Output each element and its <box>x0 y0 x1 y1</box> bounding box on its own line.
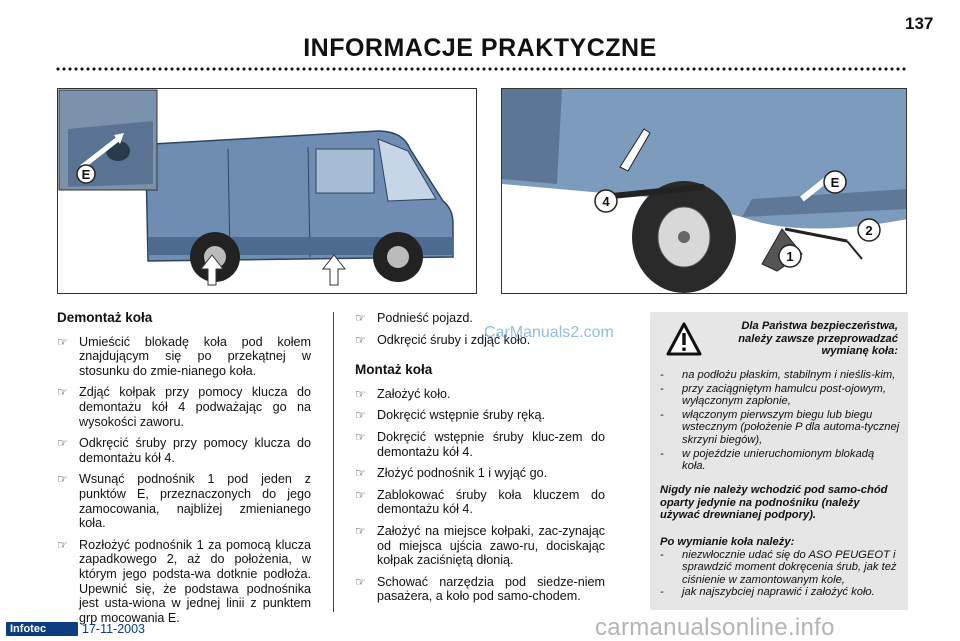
mounting-step: ☞ Złożyć podnośnik 1 i wyjąć go. <box>355 466 548 481</box>
warning-item: - przy zaciągniętym hamulcu post-ojowym, wyłączonym zapłonie, <box>660 382 886 408</box>
safety-warning-box <box>650 312 908 610</box>
warning-item: - w pojeździe unieruchomionym blokadą koła. <box>660 447 875 473</box>
page-number: 137 <box>905 14 934 33</box>
pointing-hand-icon: ☞ <box>355 311 366 325</box>
warning-note: Nigdy nie należy wchodzić pod samo-chód oparty jedynie na podnośniku (należy używać drewnianej podpory). <box>660 484 888 522</box>
warning-item: - włączonym pierwszym biegu lub biegu wstecznym (położenie P dla automa-tycznej skrzyni biegów), <box>660 408 900 446</box>
mounting-step: ☞ Założyć na miejsce kołpaki, zac-zynając od miejsca ujścia zawo-ru, dociskając kołpak zaciśniętą dłonią. <box>355 523 605 568</box>
warning-heading: Dla Państwa bezpieczeństwa, należy zawsze przeprowadzać wymianę koła: <box>738 320 898 358</box>
pointing-hand-icon: ☞ <box>57 385 68 400</box>
removal-heading: Demontaż koła <box>57 310 153 325</box>
pointing-hand-icon: ☞ <box>355 429 366 444</box>
pointing-hand-icon: ☞ <box>57 537 68 552</box>
pointing-hand-icon: ☞ <box>355 487 366 502</box>
dotted-divider <box>55 67 907 71</box>
after-replacement-item: - jak najszybciej naprawić i założyć koło. <box>660 586 875 599</box>
footer-site-watermark: carmanualsonline.info <box>595 614 835 641</box>
pointing-hand-icon: ☞ <box>355 408 366 423</box>
removal-step: ☞ Wsunąć podnośnik 1 pod jeden z punktów E, przeznaczonych do jego zamocowania, najbliżej zmienianego koła. <box>57 472 311 531</box>
mounting-step: ☞ Założyć koło. <box>355 386 451 401</box>
after-replacement-section <box>660 536 900 599</box>
removal-step: ☞ Umieścić blokadę koła pod kołem znajdującym się po przekątnej w stosunku do zmie-nianego koła. <box>57 334 311 378</box>
jack-callout-2: 2 <box>865 223 873 238</box>
after-replacement-title: Po wymianie koła należy: <box>660 536 795 548</box>
page-title: INFORMACJE PRAKTYCZNE <box>303 34 657 62</box>
pointing-hand-icon: ☞ <box>355 466 366 481</box>
removal-step: ☞ Podnieść pojazd. <box>355 311 473 325</box>
jack-callout-1: 1 <box>786 249 794 264</box>
infotec-logo: Infotec <box>6 622 78 636</box>
jack-illustration <box>501 88 907 294</box>
mounting-step: ☞ Dokręcić wstępnie śruby kluc-zem do demontażu kół 4. <box>355 429 605 459</box>
removal-step: ☞ Odkręcić śruby i zdjąć koło. <box>355 332 531 347</box>
pointing-hand-icon: ☞ <box>57 334 68 349</box>
jack-callout-e: E <box>830 175 840 190</box>
pointing-hand-icon: ☞ <box>355 523 366 538</box>
column-divider <box>333 312 334 612</box>
removal-step: ☞ Odkręcić śruby przy pomocy klucza do demontażu kół 4. <box>57 436 311 465</box>
mounting-heading: Montaż koła <box>355 362 433 378</box>
pointing-hand-icon: ☞ <box>355 574 366 589</box>
mounting-section <box>355 311 605 611</box>
watermark: CarManuals2.com <box>484 324 614 341</box>
van-illustration <box>57 88 477 294</box>
mounting-step: ☞ Dokręcić wstępnie śruby ręką. <box>355 408 545 423</box>
pointing-hand-icon: ☞ <box>355 332 366 347</box>
pointing-hand-icon: ☞ <box>355 386 366 401</box>
van-callout-e: E <box>81 167 91 182</box>
removal-section <box>57 311 311 632</box>
footer-date: 17-11-2003 <box>82 622 146 636</box>
pointing-hand-icon: ☞ <box>57 472 68 487</box>
after-replacement-item: - niezwłocznie udać się do ASO PEUGEOT i sprawdzić moment dokręcenia śrub, jak też ciśnienie w zamontowanym kole, <box>660 548 897 586</box>
removal-step: ☞ Zdjąć kołpak przy pomocy klucza do demontażu kół 4 podważając go na wysokości zaworu. <box>57 385 311 429</box>
jack-callout-4: 4 <box>602 194 610 209</box>
removal-step: ☞ Rozłożyć podnośnik 1 za pomocą klucza zapadkowego 2, aż do położenia, w którym jego podsta-wa dotknie podłoża. Upewnić się, że podstawa podnośnika jest usta-wiona w jednej linii z punktem grp mocowania E. <box>57 537 311 625</box>
warning-triangle-icon <box>666 322 702 356</box>
pointing-hand-icon: ☞ <box>57 436 68 451</box>
mounting-step: ☞ Schować narzędzia pod siedze-niem pasażera, a koło pod samo-chodem. <box>355 574 605 604</box>
mounting-step: ☞ Zablokować śruby koła kluczem do demontażu kół 4. <box>355 487 605 517</box>
warning-item: - na podłożu płaskim, stabilnym i nieślis-kim, <box>660 369 896 381</box>
